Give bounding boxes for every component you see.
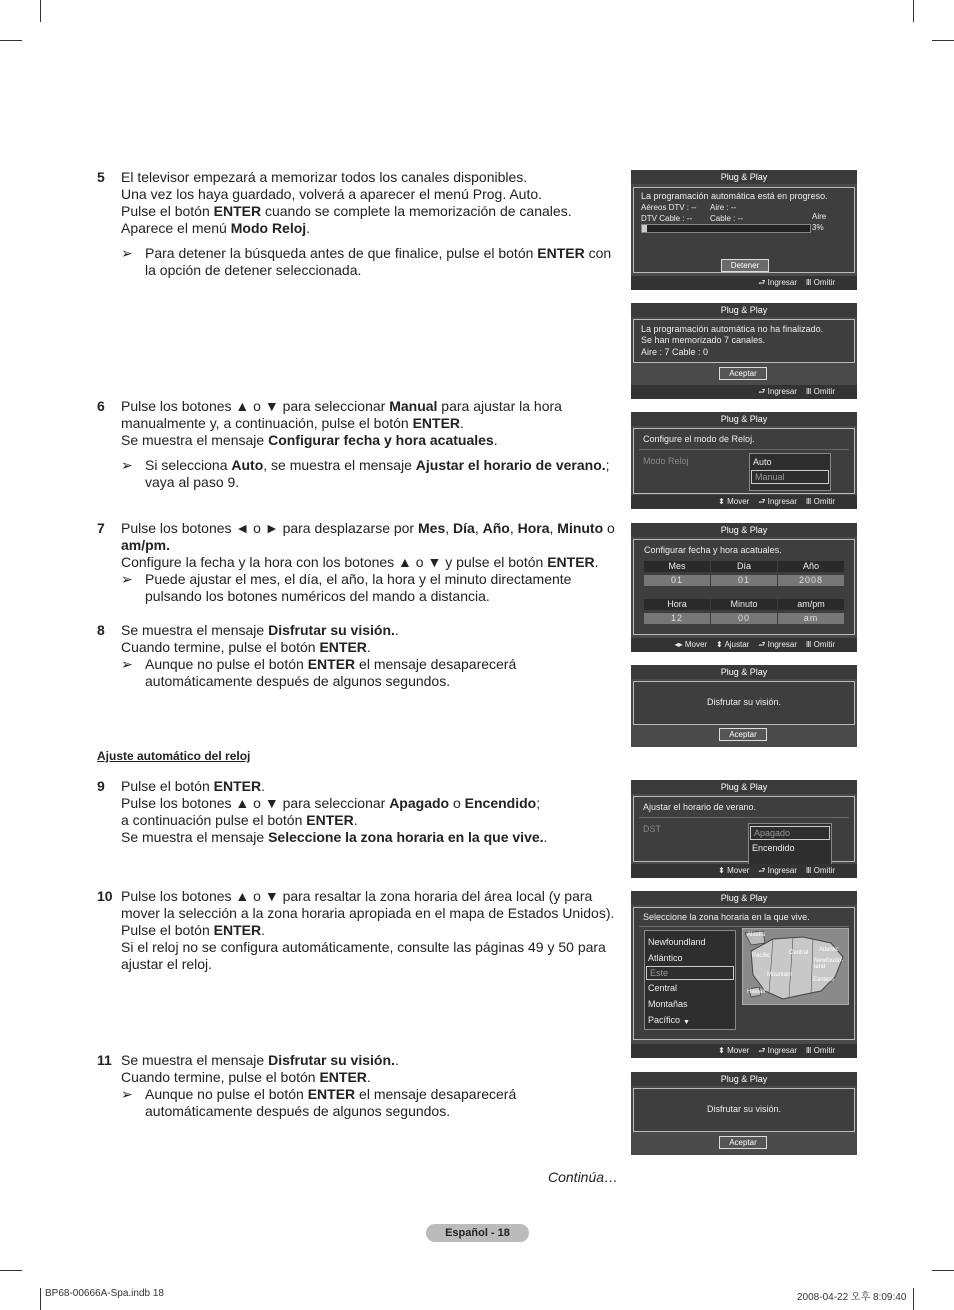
crop-mark — [913, 0, 914, 22]
osd-panel-not-finished — [631, 303, 857, 399]
osd-footer — [631, 385, 857, 399]
step-bold: ENTER — [412, 415, 461, 431]
crop-mark — [40, 0, 41, 22]
zone-eastern[interactable]: Este — [646, 966, 734, 980]
progress-bar — [641, 224, 811, 233]
note-bold: ENTER — [307, 656, 356, 672]
step-bold: Seleccione la zona horaria en la que vive. — [268, 829, 544, 845]
accept-button[interactable]: Aceptar — [719, 728, 767, 741]
step-bold: ENTER — [547, 554, 595, 570]
skip-button[interactable]: Omitir — [813, 278, 835, 287]
step-text: Pulse los botones ◄ o ► para desplazarse por — [121, 520, 418, 536]
note-bold: ENTER — [307, 1086, 356, 1102]
map-label: Hawaii — [747, 989, 766, 995]
osd-panel-clock-mode — [631, 412, 857, 509]
osd-message: Ajustar el horario de verano. — [643, 802, 757, 812]
map-label: Newfound- land — [814, 958, 844, 970]
step-text: Pulse los botones ▲ o ▼ para seleccionar — [121, 398, 390, 414]
step-text: cuando se complete la memorización de canales. — [261, 203, 572, 219]
osd-message: Disfrutar su visión. — [706, 1104, 782, 1114]
note-bold: Auto — [231, 457, 264, 473]
step-text: , — [509, 520, 518, 536]
clock-mode-label: Modo Reloj — [643, 456, 689, 466]
enter-icon: ⮐ — [758, 640, 766, 649]
enter-icon: ⮐ — [758, 1046, 766, 1055]
osd-text: DTV Cable : -- — [641, 214, 693, 223]
osd-hint: Ingresar — [767, 1046, 798, 1055]
step-bold: ENTER — [319, 1069, 367, 1085]
step-bold: Hora — [517, 520, 550, 536]
osd-title: Plug & Play — [631, 665, 857, 679]
enter-icon: ⮐ — [758, 387, 766, 396]
step-number: 8 — [97, 622, 105, 638]
step-text: . — [261, 922, 265, 938]
year-field[interactable] — [778, 561, 844, 586]
hour-field[interactable] — [644, 599, 710, 624]
osd-panel-enjoy — [631, 665, 857, 747]
step-text: . — [366, 1069, 371, 1085]
osd-hint: Ingresar — [767, 640, 798, 649]
field-value: 12 — [644, 613, 710, 624]
osd-title: Plug & Play — [631, 1072, 857, 1086]
skip-button[interactable]: Omitir — [813, 1046, 835, 1055]
minute-field[interactable] — [711, 599, 777, 624]
footer-date: 2008-04-22 오후 8:09:40 — [797, 1292, 907, 1303]
step-number: 5 — [97, 169, 105, 185]
field-value: 00 — [711, 613, 777, 624]
note-text: Aunque no pulse el botón — [145, 1086, 308, 1102]
step-bold: ENTER — [319, 639, 367, 655]
osd-message: Aire : 7 Cable : 0 — [641, 347, 709, 357]
note-bold: Ajustar el horario de verano. — [415, 457, 606, 473]
menu-icon: Ⅲ — [805, 497, 812, 506]
skip-button[interactable]: Omitir — [813, 497, 835, 506]
section-title: Ajuste automático del reloj — [97, 749, 251, 763]
left-right-icon: ◂▸ — [674, 640, 683, 649]
crop-mark — [40, 1288, 41, 1310]
menu-icon: Ⅲ — [805, 387, 812, 396]
option-on[interactable]: Encendido — [752, 843, 795, 853]
osd-hint: Mover — [684, 640, 708, 649]
osd-message: Configure el modo de Reloj. — [643, 434, 755, 444]
osd-hint: Ajustar — [724, 640, 750, 649]
field-value: am — [778, 613, 844, 624]
osd-message: Seleccione la zona horaria en la que vive. — [643, 912, 810, 922]
note-arrow-icon: ➢ — [121, 571, 133, 587]
field-label: Minuto — [711, 599, 777, 610]
step-text: . — [543, 829, 548, 845]
note-arrow-icon: ➢ — [121, 245, 133, 261]
step-number: 6 — [97, 398, 105, 414]
osd-message: La programación automática no ha finalizado. — [641, 324, 824, 334]
osd-hint: Mover — [727, 866, 750, 875]
crop-mark — [932, 1270, 954, 1271]
osd-panel-progress — [631, 170, 857, 290]
step-bold: Manual — [389, 398, 438, 414]
menu-icon: Ⅲ — [805, 1046, 812, 1055]
step-text: o — [603, 520, 615, 536]
step-bold: ENTER — [213, 922, 262, 938]
up-down-icon: ⬍ — [715, 640, 723, 649]
option-auto[interactable]: Auto — [753, 457, 772, 467]
field-value: 2008 — [778, 575, 844, 586]
step-bold: Modo Reloj — [230, 220, 307, 236]
step-bold: Encendido — [464, 795, 537, 811]
skip-button[interactable]: Omitir — [813, 866, 835, 875]
step-bold: ENTER — [213, 778, 262, 794]
note-arrow-icon: ➢ — [121, 656, 133, 672]
step-text: , — [549, 520, 558, 536]
field-value: 01 — [711, 575, 777, 586]
osd-panel-date-time — [631, 523, 857, 652]
osd-footer — [631, 276, 857, 290]
step-text: . — [261, 778, 265, 794]
clock-mode-menu — [749, 453, 831, 491]
map-label: Eastern — [813, 977, 834, 983]
step-text: . — [493, 432, 498, 448]
scroll-down-icon[interactable]: ▼ — [683, 1019, 690, 1026]
step-text: Configure la fecha y la hora con los botones ▲ o ▼ y pulse el botón — [121, 554, 548, 570]
day-field[interactable] — [711, 561, 777, 586]
step-bold: Disfrutar su visión. — [268, 1052, 395, 1068]
step-bold: Día — [453, 520, 475, 536]
step-number: 11 — [97, 1052, 112, 1068]
note-text: Si selecciona — [145, 457, 232, 473]
osd-title: Plug & Play — [631, 891, 857, 905]
step-bold: Configurar fecha y hora acatuales — [268, 432, 494, 448]
enter-icon: ⮐ — [758, 278, 766, 287]
map-label: Atlantic — [819, 947, 839, 953]
dst-menu — [748, 823, 832, 865]
menu-icon: Ⅲ — [805, 866, 812, 875]
note-text: el mensaje desaparecerá automáticamente después de algunos segundos. — [145, 1086, 517, 1119]
osd-footer — [631, 495, 857, 509]
osd-message: La programación automática está en progreso. — [641, 191, 828, 201]
field-value: 01 — [644, 575, 710, 586]
enter-icon: ⮐ — [758, 866, 766, 875]
accept-button[interactable]: Aceptar — [719, 367, 767, 380]
stop-button[interactable]: Detener — [721, 259, 769, 272]
step-text: . — [394, 622, 399, 638]
step-bold: Minuto — [557, 520, 604, 536]
option-off[interactable]: Apagado — [750, 826, 830, 840]
step-bold: ENTER — [306, 812, 354, 828]
zone-pacific[interactable]: Pacífico — [648, 1015, 681, 1025]
step-text: El televisor empezará a memorizar todos los canales disponibles. — [121, 169, 528, 185]
crop-mark — [0, 40, 22, 41]
map-label: Mountain — [767, 972, 792, 978]
step-text: Pulse el botón — [121, 922, 214, 938]
note — [121, 245, 621, 279]
osd-text: Cable : -- — [710, 214, 743, 223]
zone-central[interactable]: Central — [648, 983, 678, 993]
step-text: . — [306, 220, 311, 236]
step-bold: Mes — [418, 520, 446, 536]
continues-label: Continúa… — [548, 1169, 619, 1185]
osd-message: Se han memorizado 7 canales. — [641, 335, 766, 345]
accept-button[interactable]: Aceptar — [719, 1136, 767, 1149]
note — [121, 656, 621, 690]
osd-footer — [631, 864, 857, 878]
step-number: 9 — [97, 778, 105, 794]
osd-title: Plug & Play — [631, 170, 857, 184]
up-down-icon: ⬍ — [718, 1046, 725, 1055]
step-bold: Disfrutar su visión. — [268, 622, 395, 638]
step-text: para ajustar la hora manualmente y, a continuación, pulse el botón — [121, 398, 562, 431]
step-text: , — [474, 520, 483, 536]
month-field[interactable] — [644, 561, 710, 586]
note-text: el mensaje desaparecerá automáticamente después de algunos segundos. — [145, 656, 517, 689]
note-text: Para detener la búsqueda antes de que finalice, pulse el botón — [145, 245, 538, 261]
field-label: Hora — [644, 599, 710, 610]
map-label: Central — [789, 950, 809, 956]
zone-newfoundland[interactable]: Newfoundland — [648, 937, 706, 947]
osd-message: Disfrutar su visión. — [706, 697, 782, 707]
osd-footer — [631, 1044, 857, 1058]
progress-fill — [642, 225, 647, 232]
osd-footer — [631, 638, 857, 652]
osd-text: Aéreos DTV : -- — [641, 203, 697, 212]
step-text: ; — [536, 795, 541, 811]
step-text: . — [366, 639, 371, 655]
up-down-icon: ⬍ — [718, 866, 725, 875]
step-text: Cuando termine, pulse el botón — [121, 639, 320, 655]
osd-panel-enjoy-final — [631, 1072, 857, 1155]
note — [121, 1086, 619, 1120]
step-text: o — [449, 795, 465, 811]
step-text: . — [353, 812, 358, 828]
osd-text: Aire — [812, 212, 827, 221]
step-bold: ENTER — [213, 203, 262, 219]
step-text: Una vez los haya guardado, volverá a aparecer el menú Prog. Auto. — [121, 186, 543, 202]
osd-title: Plug & Play — [631, 780, 857, 794]
step-bold: Apagado — [389, 795, 450, 811]
zone-mountain[interactable]: Montañas — [648, 999, 688, 1009]
map-label: Alaska — [747, 932, 766, 938]
note — [121, 457, 621, 491]
note — [121, 571, 621, 605]
map-label: Pacific — [752, 953, 770, 959]
skip-button[interactable]: Omitir — [813, 640, 835, 649]
menu-icon: Ⅲ — [805, 278, 812, 287]
step-text: Pulse el botón — [121, 778, 214, 794]
note-text: Puede ajustar el mes, el día, el año, la hora y el minuto directamente pulsando los botones numéricos del mando a distancia. — [145, 571, 572, 604]
note-arrow-icon: ➢ — [121, 1086, 133, 1102]
step-text: Pulse el botón — [121, 203, 214, 219]
step-text: Cuando termine, pulse el botón — [121, 1069, 320, 1085]
step-number: 7 — [97, 520, 105, 536]
crop-mark — [932, 40, 954, 41]
step-text: . — [394, 1052, 399, 1068]
step-text: Pulse los botones ▲ o ▼ para resaltar la zona horaria del área local (y para mover la selección a la zona horaria apropiada en el mapa de Estados Unidos). — [121, 888, 615, 921]
step-text: Pulse los botones ▲ o ▼ para seleccionar — [121, 795, 390, 811]
osd-title: Plug & Play — [631, 412, 857, 426]
osd-hint: Mover — [727, 1046, 750, 1055]
step-text: . — [460, 415, 464, 431]
zone-atlantic[interactable]: Atlántico — [648, 953, 683, 963]
field-label: Año — [778, 561, 844, 572]
note-bold: ENTER — [537, 245, 585, 261]
note-text: , se muestra el mensaje — [263, 457, 416, 473]
menu-icon: Ⅲ — [805, 640, 812, 649]
step-text: Se muestra el mensaje — [121, 622, 269, 638]
us-map[interactable] — [742, 928, 849, 1005]
ampm-field[interactable] — [778, 599, 844, 624]
note-text: ; vaya al paso 9. — [145, 457, 610, 490]
progress-percent: 3% — [812, 223, 824, 232]
note-arrow-icon: ➢ — [121, 457, 133, 473]
step-bold: Año — [482, 520, 510, 536]
page-number-badge: Español - 18 — [426, 1224, 529, 1242]
crop-mark — [913, 1288, 914, 1310]
field-label: Mes — [644, 561, 710, 572]
step-text: a continuación pulse el botón — [121, 812, 307, 828]
step-text: , — [445, 520, 454, 536]
step-text: Aparece el menú — [121, 220, 231, 236]
footer-file: BP68-00666A-Spa.indb 18 — [45, 1288, 164, 1299]
option-manual[interactable]: Manual — [751, 470, 829, 484]
osd-title: Plug & Play — [631, 303, 857, 317]
note-text: con la opción de detener seleccionada. — [145, 245, 612, 278]
time-zone-list — [644, 930, 736, 1030]
step-text: Si el reloj no se configura automáticamente, consulte las páginas 49 y 50 para ajustar el reloj. — [121, 939, 606, 972]
skip-button[interactable]: Omitir — [813, 387, 835, 396]
crop-mark — [0, 1270, 22, 1271]
enter-icon: ⮐ — [758, 497, 766, 506]
osd-message: Configurar fecha y hora acatuales. — [644, 545, 782, 555]
osd-hint: Ingresar — [767, 497, 798, 506]
dst-label: DST — [643, 824, 661, 834]
step-text: . — [594, 554, 599, 570]
note-text: Aunque no pulse el botón — [145, 656, 308, 672]
osd-panel-time-zone — [631, 891, 857, 1058]
osd-title: Plug & Play — [631, 523, 857, 537]
osd-hint: Ingresar — [767, 387, 798, 396]
step-text: Se muestra el mensaje — [121, 1052, 269, 1068]
step-number: 10 — [97, 888, 113, 904]
field-label: am/pm — [778, 599, 844, 610]
osd-panel-dst — [631, 780, 857, 878]
field-label: Día — [711, 561, 777, 572]
step-text: Se muestra el mensaje — [121, 829, 269, 845]
step-text: Se muestra el mensaje — [121, 432, 269, 448]
osd-hint: Mover — [727, 497, 750, 506]
osd-hint: Ingresar — [767, 866, 798, 875]
osd-hint: Ingresar — [767, 278, 798, 287]
up-down-icon: ⬍ — [718, 497, 725, 506]
osd-text: Aire : -- — [710, 203, 737, 212]
step-bold: am/pm. — [121, 537, 171, 553]
